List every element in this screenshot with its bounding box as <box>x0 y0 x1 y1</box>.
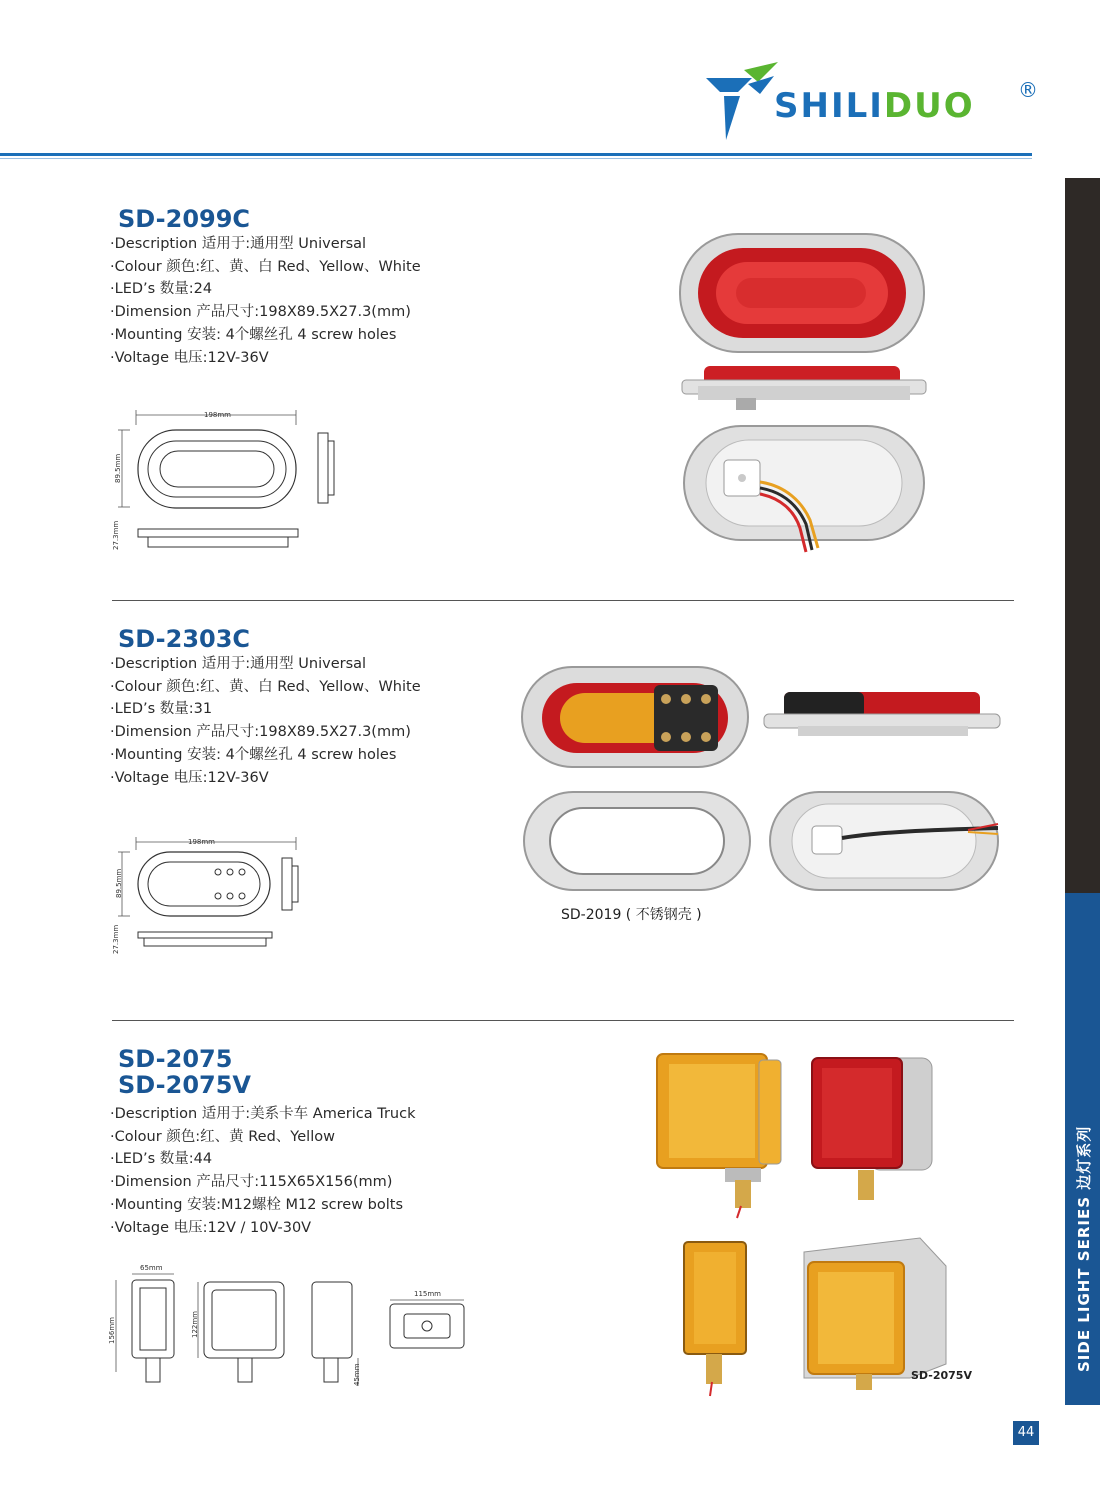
spec-description: ·Description 适用于:通用型 Universal <box>110 236 367 252</box>
sidebar-series-label: SIDE LIGHT SERIES 边灯系列 <box>1075 1125 1093 1372</box>
product-photo-sd2303c-front <box>520 665 750 770</box>
caption-sd2075v: SD-2075V <box>911 1369 972 1382</box>
dim-depth-label: 27.3mm <box>112 924 120 954</box>
product-photo-sd2303c-back <box>768 790 1000 892</box>
logo-mark-icon <box>700 58 780 148</box>
dim-height-label: 89.5mm <box>115 868 123 898</box>
spec-mounting: ·Mounting 安装: 4个螺丝孔 4 screw holes <box>110 746 397 763</box>
spec-dimension: ·Dimension 产品尺寸:198X89.5X27.3(mm) <box>110 724 411 741</box>
spec-description: ·Description 适用于:通用型 Universal <box>110 656 367 672</box>
spec-list-sd2303c <box>110 653 421 789</box>
technical-drawing-sd2075 <box>108 1262 478 1394</box>
dim-height-label: 156mm <box>108 1317 116 1344</box>
technical-drawing-sd2303c <box>108 832 358 957</box>
spec-dimension: ·Dimension 产品尺寸:115X65X156(mm) <box>110 1174 393 1191</box>
dim-width-label: 198mm <box>204 411 231 419</box>
product-photo-sd2075-amber <box>655 1050 785 1220</box>
spec-voltage: ·Voltage 电压:12V-36V <box>110 769 269 786</box>
spec-dimension: ·Dimension 产品尺寸:198X89.5X27.3(mm) <box>110 304 411 321</box>
section-divider-2 <box>112 1020 1014 1021</box>
dim-height-label: 89.5mm <box>114 453 122 483</box>
product-photo-sd2075-side <box>682 1238 752 1398</box>
brand-logo <box>700 58 1040 148</box>
spec-mounting: ·Mounting 安装: 4个螺丝孔 4 screw holes <box>110 326 397 343</box>
product-photo-sd2099c <box>676 230 932 560</box>
product-photo-sd2303c-side <box>762 688 1002 744</box>
dim-depth-label: 27.3mm <box>112 520 120 550</box>
dim-base-label: 45mm <box>353 1363 361 1386</box>
section-divider-1 <box>112 600 1014 601</box>
spec-list-sd2099c <box>110 233 421 369</box>
product-photo-sd2019-bezel <box>522 790 752 892</box>
spec-description: ·Description 适用于:美系卡车 America Truck <box>110 1106 416 1122</box>
spec-colour: ·Colour 颜色:红、黄 Red、Yellow <box>110 1128 335 1145</box>
dim-front-label: 122mm <box>191 1311 199 1338</box>
product-title-sd2075v: SD-2075V <box>118 1071 251 1099</box>
dim-width-label: 198mm <box>188 838 215 846</box>
technical-drawing-sd2099c <box>108 405 358 555</box>
spec-voltage: ·Voltage 电压:12V / 10V-30V <box>110 1219 312 1236</box>
spec-list-sd2075 <box>110 1103 415 1239</box>
spec-leds: ·LED’s 数量:24 <box>110 281 213 298</box>
logo-text-shili: SHILI <box>774 86 884 126</box>
spec-colour: ·Colour 颜色:红、黄、白 Red、Yellow、White <box>110 258 421 275</box>
spec-voltage: ·Voltage 电压:12V-36V <box>110 349 269 366</box>
spec-colour: ·Colour 颜色:红、黄、白 Red、Yellow、White <box>110 678 421 695</box>
product-title-sd2303c: SD-2303C <box>118 625 251 653</box>
registered-mark: ® <box>1018 78 1038 102</box>
header-rule-thin <box>0 158 1032 159</box>
dim-side-label: 65mm <box>140 1264 163 1272</box>
product-title-sd2099c: SD-2099C <box>118 205 251 233</box>
product-title-sd2075: SD-2075 <box>118 1045 233 1073</box>
logo-text-duo: DUO <box>883 86 975 126</box>
spec-leds: ·LED’s 数量:31 <box>110 701 213 718</box>
page-number: 44 <box>1013 1421 1039 1445</box>
spec-leds: ·LED’s 数量:44 <box>110 1151 213 1168</box>
product-photo-sd2075-red <box>810 1054 934 1220</box>
product-photo-sd2075v <box>800 1232 950 1392</box>
sidebar-dark-band <box>1065 178 1100 893</box>
spec-mounting: ·Mounting 安装:M12螺栓 M12 screw bolts <box>110 1196 404 1213</box>
caption-sd2019: SD-2019 ( 不锈钢壳 ) <box>561 907 702 923</box>
dim-top-label: 115mm <box>414 1290 441 1298</box>
header-rule <box>0 153 1032 156</box>
